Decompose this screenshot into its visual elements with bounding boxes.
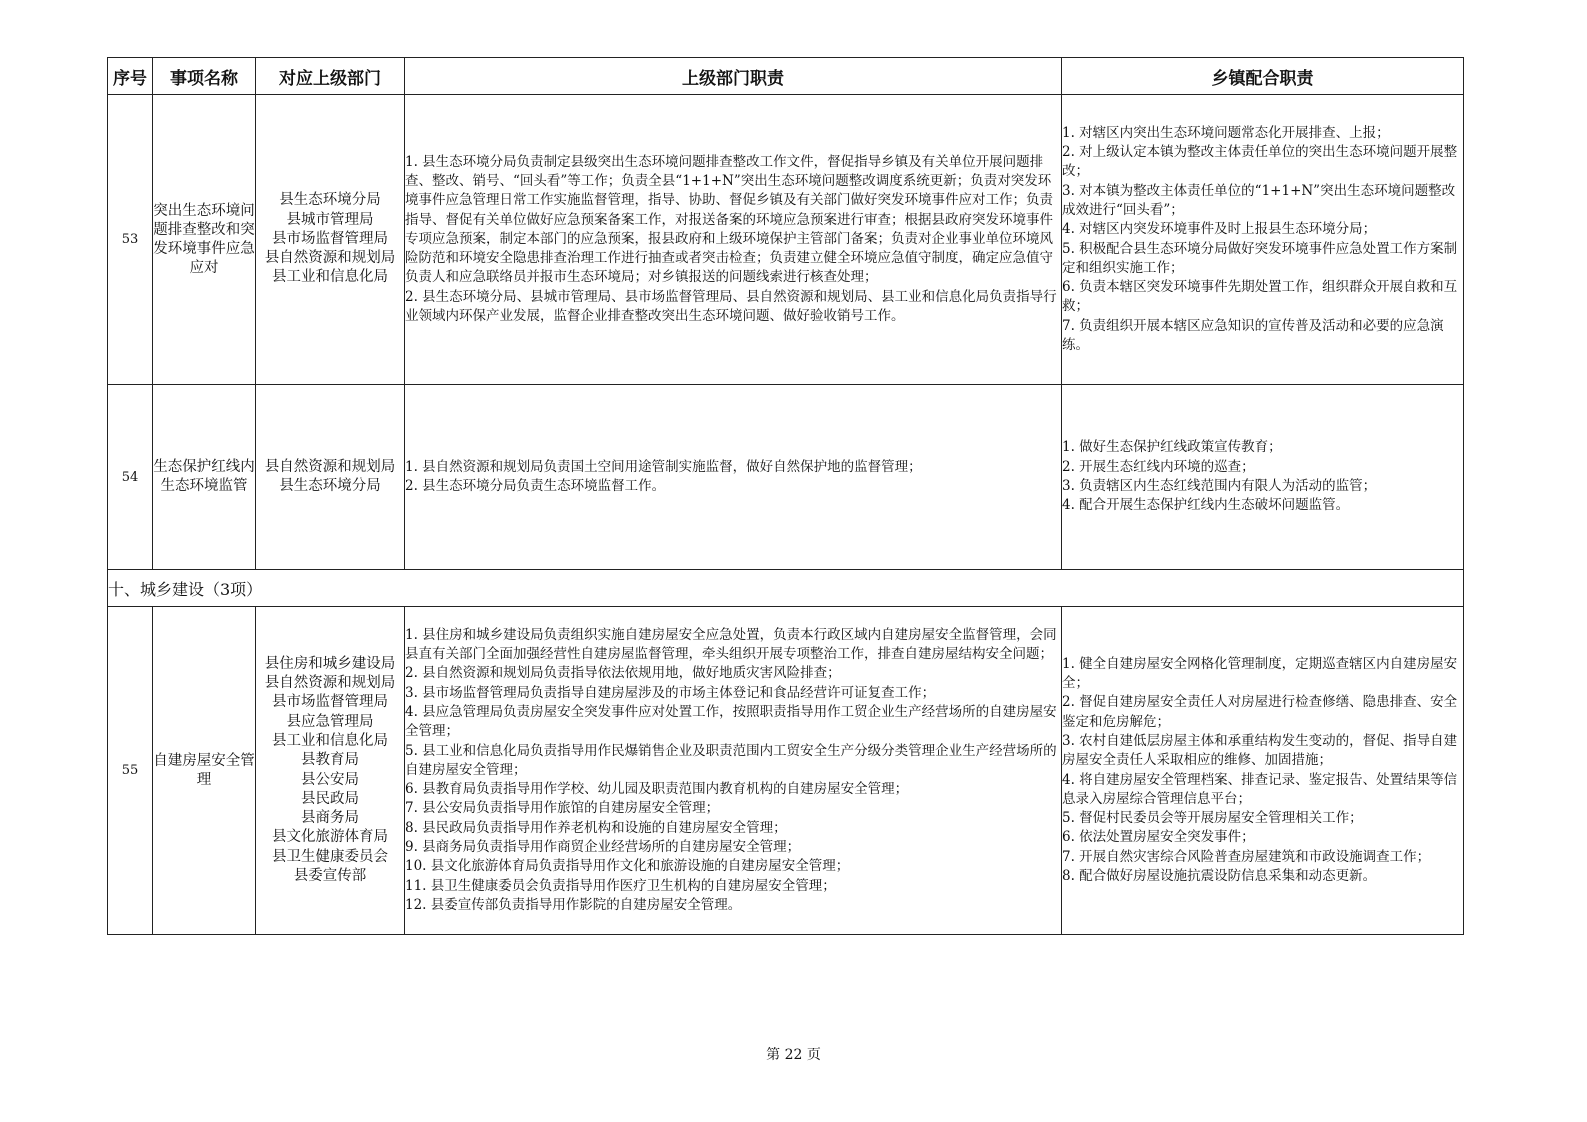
duty-line: 5. 县工业和信息化局负责指导用作民爆销售企业及职责范围内工贸安全生产分级分类管理企业生产经营场所的自建房屋安全管理； — [405, 742, 1057, 778]
dept-line: 县市场监督管理局 — [272, 230, 388, 247]
dept-line: 县教育局 — [301, 752, 359, 769]
page-number: 第 22 页 — [766, 1047, 821, 1063]
row-name: 自建房屋安全管理 — [153, 607, 256, 935]
dept-line: 县自然资源和规划局 — [264, 250, 396, 267]
duty-line: 2. 县生态环境分局负责生态环境监督工作。 — [405, 478, 666, 494]
section-row — [108, 570, 1464, 607]
dept-line: 县自然资源和规划局 — [264, 458, 396, 475]
header-name: 事项名称 — [153, 58, 256, 95]
town-line: 2. 对上级认定本镇为整改主体责任单位的突出生态环境问题开展整改； — [1062, 144, 1458, 180]
dept-line: 县工业和信息化局 — [272, 269, 388, 286]
town-line: 6. 依法处置房屋安全突发事件； — [1062, 829, 1255, 846]
dept-line: 县文化旅游体育局 — [272, 829, 388, 846]
town-line: 4. 配合开展生态保护红线内生态破坏问题监管。 — [1062, 497, 1350, 514]
row-name: 突出生态环境问题排查整改和突发环境事件应急应对 — [153, 95, 256, 385]
duty-line: 8. 县民政局负责指导用作养老机构和设施的自建房屋安全管理； — [405, 819, 787, 836]
dept-line: 县民政局 — [301, 790, 359, 807]
duty-line: 10. 县文化旅游体育局负责指导用作文化和旅游设施的自建房屋安全管理； — [405, 858, 850, 875]
duty-line: 4. 县应急管理局负责房屋安全突发事件应对处置工作，按照职责指导用作工贸企业生产经营场所的自建房屋安全管理； — [405, 703, 1057, 740]
row-towns — [1062, 95, 1464, 385]
row-towns — [1062, 607, 1464, 935]
duty-line: 7. 县公安局负责指导用作旅馆的自建房屋安全管理； — [405, 800, 720, 817]
duty-line: 1. 县生态环境分局负责制定县级突出生态环境问题排查整改工作文件，督促指导乡镇及有关单位开展问题排查、整改、销号、“回头看”等工作；负责全县“1+1+N”突出生态环境问题整改调度系统更新；负责对突发环境事件应急管理日常工作实施监督管理，指导、协助、督促乡镇及有关部门做好突发环境事件应对工作；负责指导、督促有关单位做好应急预案备案工作，对报送备案的环境应急预案进行审查；根据县政府突发环境事件专项应急预案，制定本部门的应急预案，报县政府和上级环境保护主管部门备案；负责对企业事业单位环境风险防范和环境安全隐患排查治理工作进行抽查或者突击检查；负责建立健全环境应急值守制度，确定应急值守负责人和应急联络员并报市生态环境局；对乡镇报送的问题线索进行核查处理； — [405, 153, 1053, 286]
town-line: 1. 健全自建房屋安全网格化管理制度，定期巡查辖区内自建房屋安全； — [1062, 655, 1458, 692]
duty-line: 2. 县生态环境分局、县城市管理局、县市场监督管理局、县自然资源和规划局、县工业和信息化局负责指导行业领域内环保产业发展，监督企业排查整改突出生态环境问题、做好验收销号工作。 — [405, 288, 1057, 325]
header-no: 序号 — [108, 58, 153, 95]
dept-line: 县住房和城乡建设局 — [264, 655, 396, 672]
duty-line: 1. 县住房和城乡建设局负责组织实施自建房屋安全应急处置，负责本行政区域内自建房屋安全监督管理，会同县直有关部门全面加强经营性自建房屋监督管理，牵头组织开展专项整治工作，排查自建房屋结构安全问题； — [405, 626, 1057, 663]
header-dept: 对应上级部门 — [256, 58, 405, 95]
town-line: 2. 开展生态红线内环境的巡查； — [1062, 458, 1255, 475]
town-line: 1. 做好生态保护红线政策宣传教育； — [1062, 439, 1282, 456]
town-line: 6. 负责本辖区突发环境事件先期处置工作，组织群众开展自救和互救； — [1062, 279, 1458, 315]
duty-line: 2. 县自然资源和规划局负责指导依法依规用地，做好地质灾害风险排查； — [405, 665, 841, 682]
table-row — [108, 607, 1464, 935]
duty-line: 9. 县商务局负责指导用作商贸企业经营场所的自建房屋安全管理； — [405, 839, 801, 856]
dept-line: 县公安局 — [301, 771, 359, 788]
duty-line: 12. 县委宣传部负责指导用作影院的自建房屋安全管理。 — [405, 896, 742, 913]
row-duties — [405, 607, 1062, 935]
table-row — [108, 385, 1464, 570]
row-towns — [1062, 385, 1464, 570]
duty-line: 6. 县教育局负责指导用作学校、幼儿园及职责范围内教育机构的自建房屋安全管理； — [405, 781, 909, 798]
town-line: 8. 配合做好房屋设施抗震设防信息采集和动态更新。 — [1062, 867, 1377, 884]
row-no: 53 — [108, 95, 153, 385]
duty-line: 3. 县市场监督管理局负责指导自建房屋涉及的市场主体登记和食品经营许可证复查工作； — [405, 684, 936, 701]
duty-line: 11. 县卫生健康委员会负责指导用作医疗卫生机构的自建房屋安全管理； — [405, 877, 836, 894]
duty-table — [107, 57, 1464, 935]
dept-line: 县生态环境分局 — [279, 192, 381, 209]
dept-line: 县委宣传部 — [293, 867, 367, 884]
dept-line: 县自然资源和规划局 — [264, 675, 396, 692]
row-duties — [405, 385, 1062, 570]
town-line: 4. 将自建房屋安全管理档案、排查记录、鉴定报告、处置结果等信息录入房屋综合管理信息平台； — [1062, 771, 1458, 807]
town-line: 5. 督促村民委员会等开展房屋安全管理相关工作； — [1062, 810, 1363, 827]
dept-line: 县工业和信息化局 — [272, 732, 388, 749]
row-no: 55 — [108, 607, 153, 935]
dept-line: 县生态环境分局 — [279, 478, 381, 494]
town-line: 2. 督促自建房屋安全责任人对房屋进行检查修缮、隐患排查、安全鉴定和危房解危； — [1062, 694, 1458, 730]
row-depts — [256, 607, 405, 935]
row-duties — [405, 95, 1062, 385]
town-line: 3. 农村自建低层房屋主体和承重结构发生变动的，督促、指导自建房屋安全责任人采取相应的维修、加固措施； — [1062, 732, 1458, 769]
section-title: 十、城乡建设（3项） — [108, 570, 1464, 607]
row-name: 生态保护红线内生态环境监管 — [153, 385, 256, 570]
row-depts — [256, 385, 405, 570]
town-line: 5. 积极配合县生态环境分局做好突发环境事件应急处置工作方案制定和组织实施工作； — [1062, 240, 1458, 276]
dept-line: 县应急管理局 — [286, 713, 374, 730]
row-depts — [256, 95, 405, 385]
header-row — [108, 58, 1464, 95]
header-duty: 上级部门职责 — [405, 58, 1062, 95]
dept-line: 县商务局 — [301, 810, 359, 827]
dept-line: 县市场监督管理局 — [272, 694, 388, 711]
town-line: 7. 开展自然灾害综合风险普查房屋建筑和市政设施调查工作； — [1062, 848, 1431, 865]
header-town: 乡镇配合职责 — [1062, 58, 1464, 95]
town-line: 1. 对辖区内突出生态环境问题常态化开展排查、上报； — [1062, 124, 1390, 141]
town-line: 3. 负责辖区内生态红线范围内有限人为活动的监管； — [1062, 478, 1377, 494]
duty-line: 1. 县自然资源和规划局负责国土空间用途管制实施监督，做好自然保护地的监督管理； — [405, 458, 922, 475]
town-line: 7. 负责组织开展本辖区应急知识的宣传普及活动和必要的应急演练。 — [1062, 317, 1444, 353]
town-line: 4. 对辖区内突发环境事件及时上报县生态环境分局； — [1062, 221, 1377, 238]
row-no: 54 — [108, 385, 153, 570]
table-row — [108, 95, 1464, 385]
dept-line: 县卫生健康委员会 — [272, 848, 388, 865]
dept-line: 县城市管理局 — [286, 211, 374, 228]
town-line: 3. 对本镇为整改主体责任单位的“1+1+N”突出生态环境问题整改成效进行“回头看”； — [1062, 182, 1456, 218]
